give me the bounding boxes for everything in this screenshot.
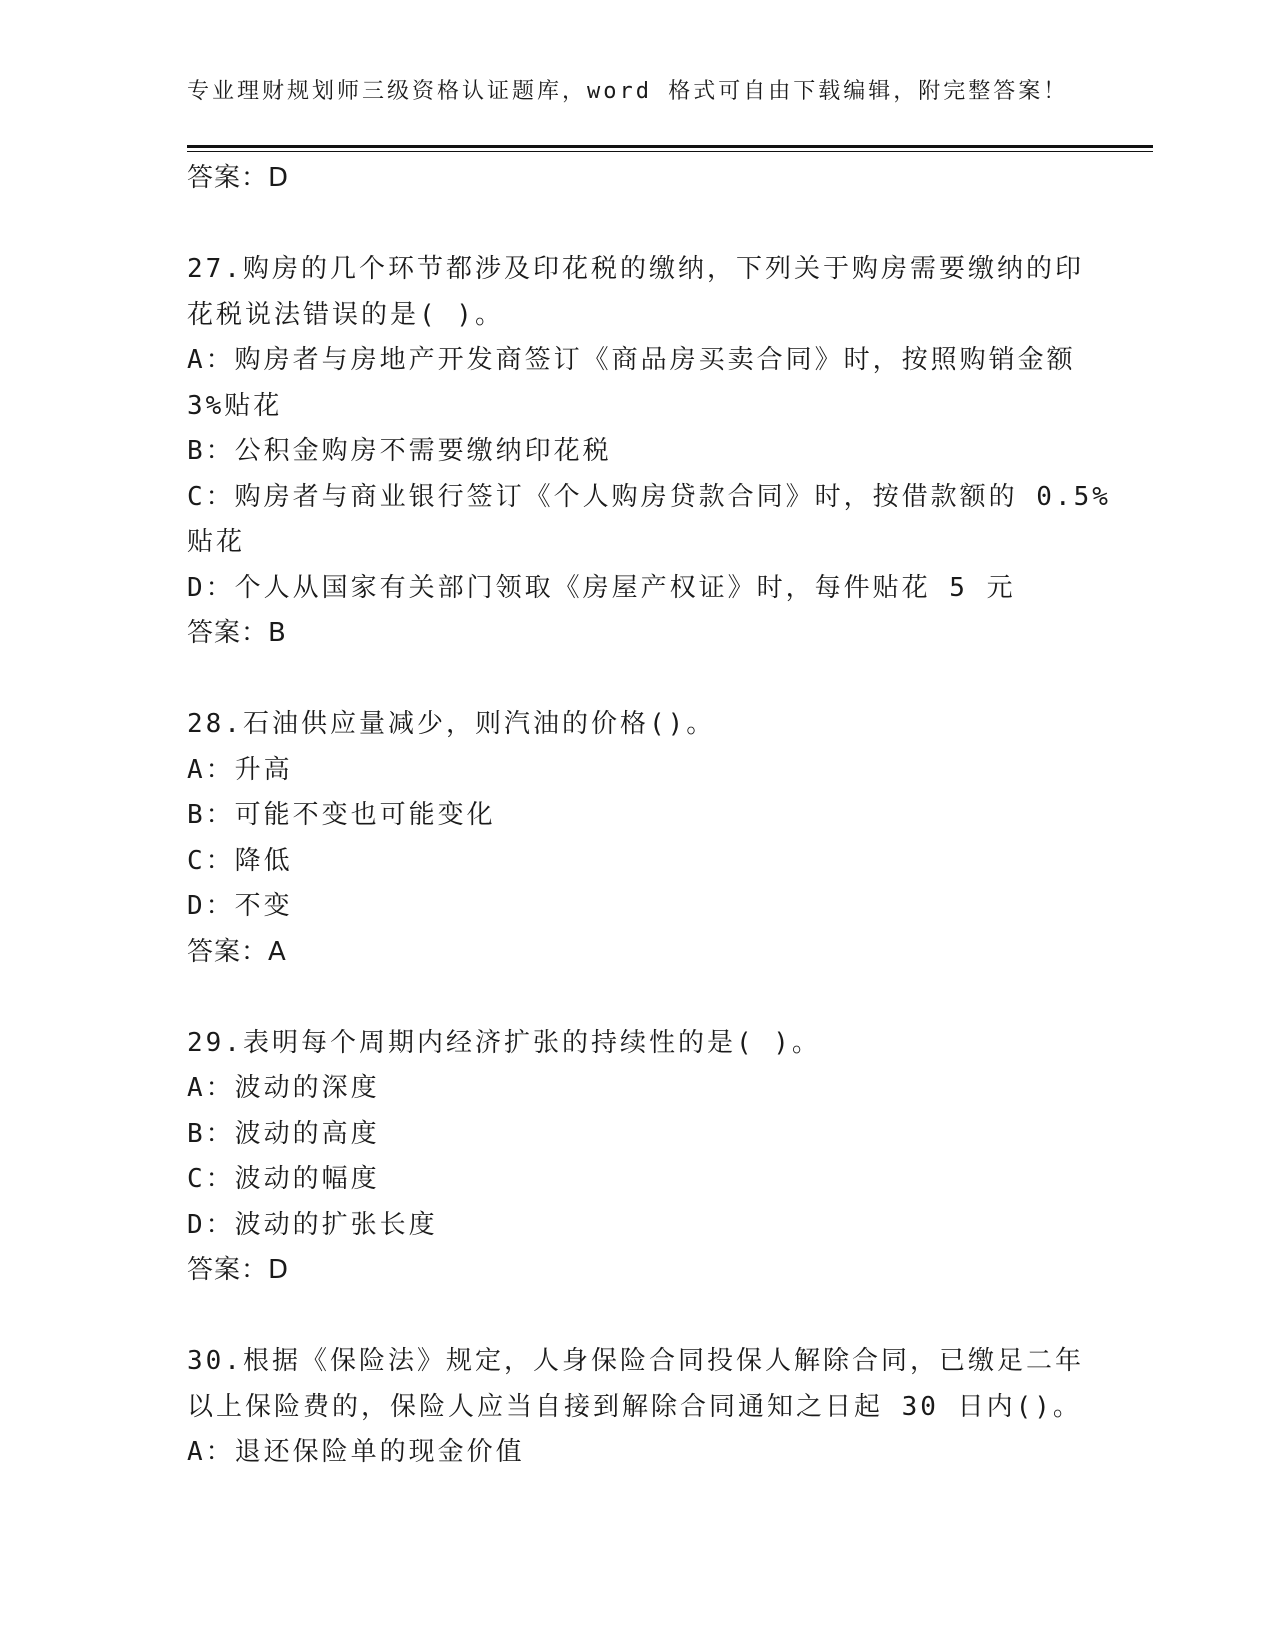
header-rule-thick (187, 145, 1153, 148)
q27-option-b: B：公积金购房不需要缴纳印花税 (187, 436, 612, 466)
q29-stem: 29.表明每个周期内经济扩张的持续性的是( )。 (187, 1027, 821, 1058)
answer-prev: 答案：D (187, 163, 290, 193)
q29-option-d: D：波动的扩张长度 (187, 1209, 438, 1240)
q28-stem: 28.石油供应量减少，则汽油的价格()。 (187, 709, 716, 739)
spacer (187, 657, 1087, 703)
q28-option-b: B：可能不变也可能变化 (187, 800, 496, 830)
question-content (187, 156, 1111, 1476)
q28-answer: 答案：A (187, 936, 287, 967)
q27-stem-line1: 27.购房的几个环节都涉及印花税的缴纳，下列关于购房需要缴纳的印 (187, 254, 1084, 284)
q27-option-c-line1: C：购房者与商业银行签订《个人购房贷款合同》时，按借款额的 0.5% (187, 481, 1111, 512)
q29-option-b: B：波动的高度 (187, 1118, 380, 1149)
q28-option-a: A：升高 (187, 754, 293, 785)
q28-option-c: C：降低 (187, 845, 293, 876)
q28-option-d: D：不变 (187, 891, 293, 921)
header-rule-thin (187, 151, 1153, 152)
q30-stem-line1: 30.根据《保险法》规定，人身保险合同投保人解除合同，已缴足二年 (187, 1346, 1084, 1376)
spacer (187, 975, 1087, 1021)
spacer (187, 202, 1087, 248)
spacer (187, 1294, 1087, 1340)
q29-option-a: A：波动的深度 (187, 1073, 380, 1103)
q27-option-d: D：个人从国家有关部门领取《房屋产权证》时，每件贴花 5 元 (187, 572, 1016, 603)
page-header: 专业理财规划师三级资格认证题库，word 格式可自由下载编辑，附完整答案！ (187, 79, 1069, 104)
q29-answer: 答案：D (187, 1255, 290, 1285)
q27-option-a-line2: 3%贴花 (187, 390, 283, 421)
q30-option-a: A：退还保险单的现金价值 (187, 1437, 525, 1467)
q27-stem-line2: 花税说法错误的是( )。 (187, 299, 504, 330)
q29-option-c: C：波动的幅度 (187, 1164, 380, 1194)
q27-answer: 答案：B (187, 618, 287, 648)
q27-option-c-line2: 贴花 (187, 527, 246, 557)
q30-stem-line2: 以上保险费的，保险人应当自接到解除合同通知之日起 30 日内()。 (187, 1391, 1082, 1422)
q27-option-a-line1: A：购房者与房地产开发商签订《商品房买卖合同》时，按照购销金额 (187, 345, 1076, 375)
